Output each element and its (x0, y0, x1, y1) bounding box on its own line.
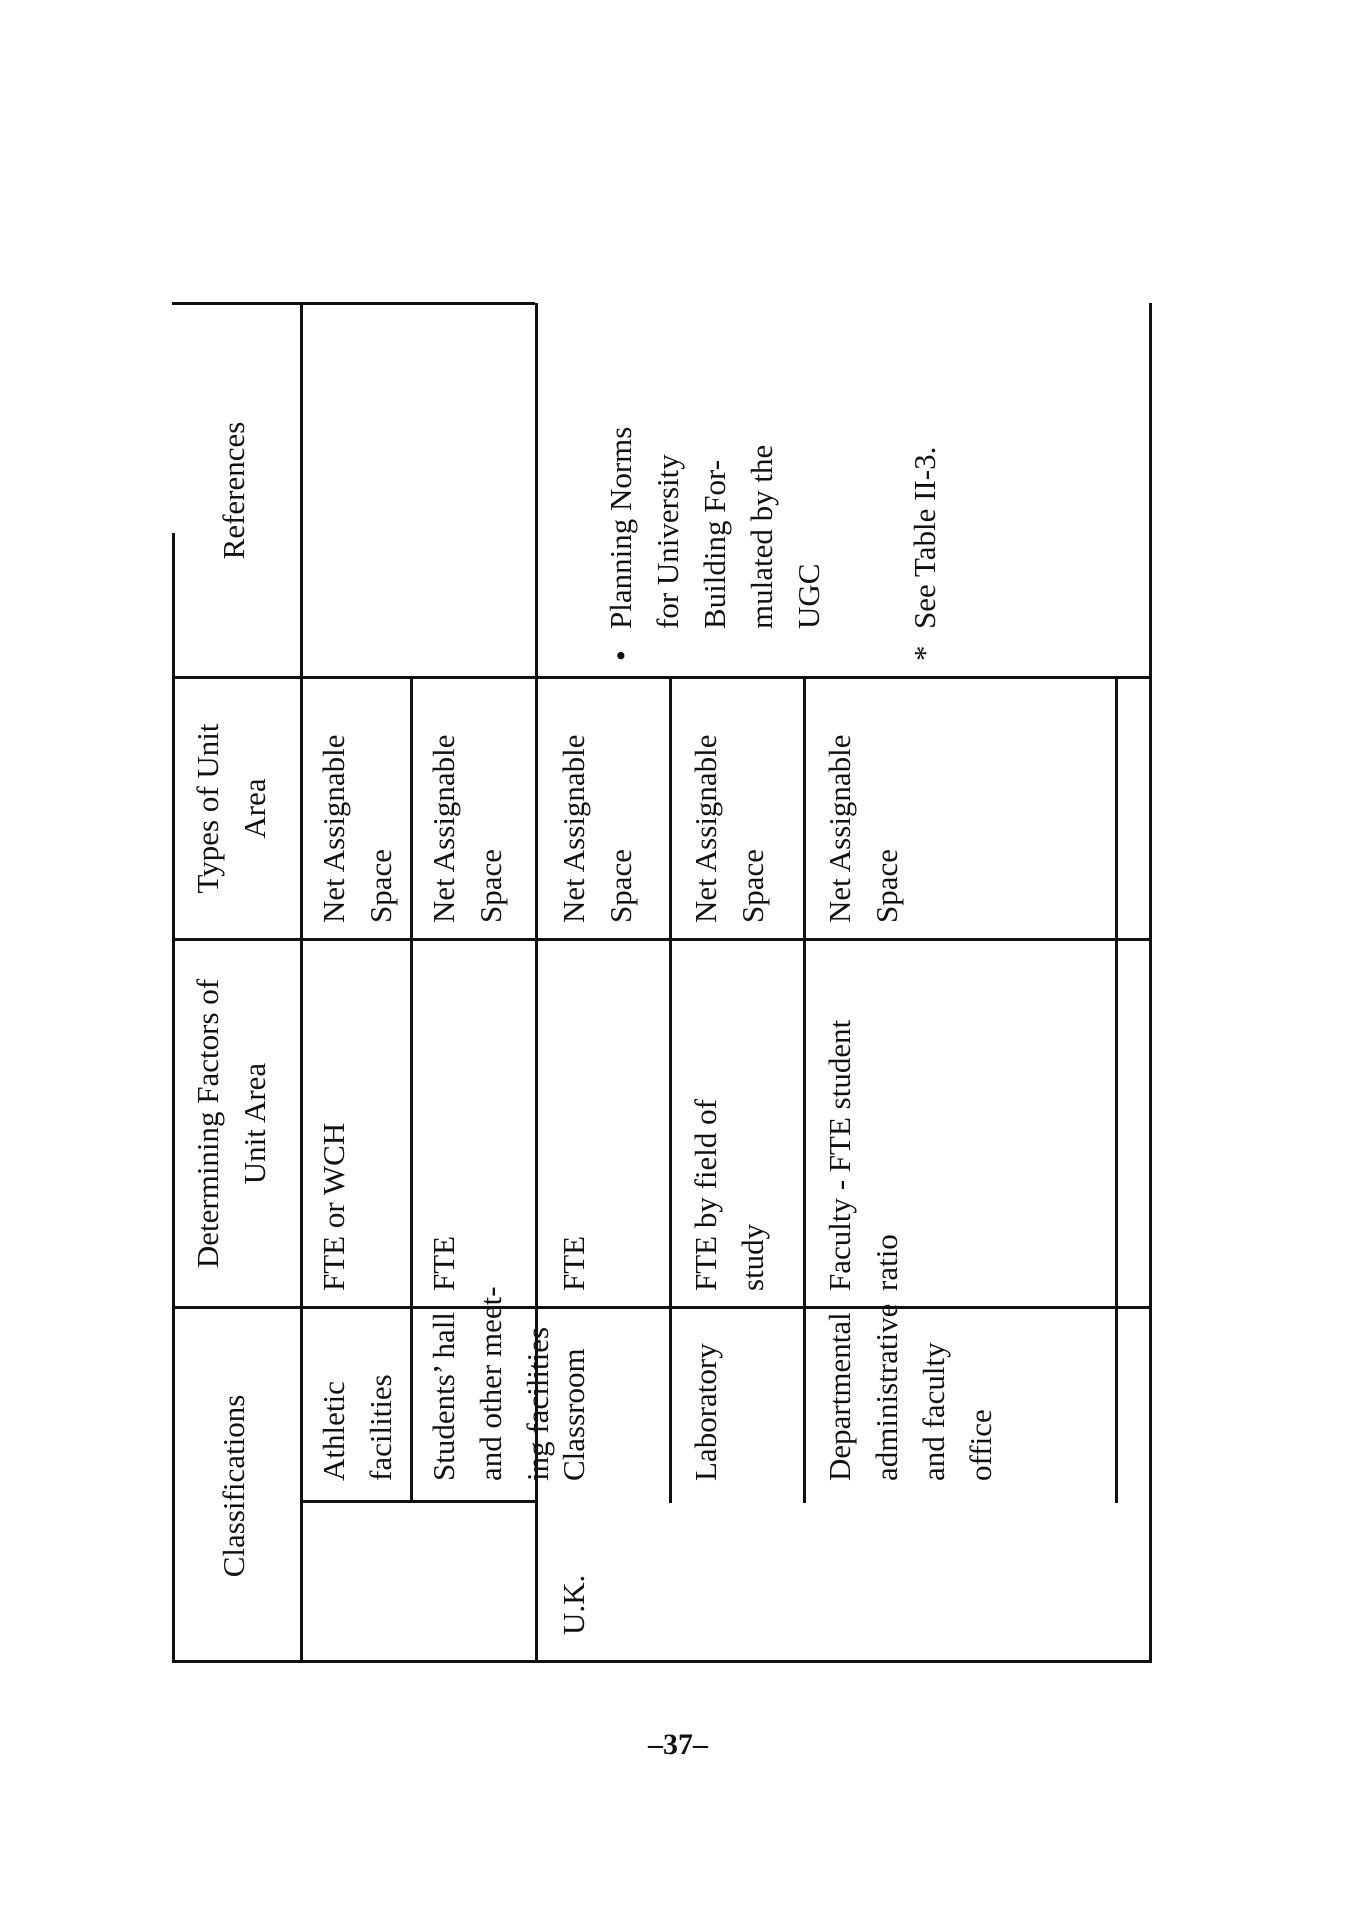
reference-planning-norms (597, 311, 832, 661)
header-divider-types (172, 676, 1152, 679)
row-1-factor: FTE or WCH (316, 1122, 351, 1291)
row-1-type: Net Assignable Space (316, 734, 398, 923)
reference-text: Planning Norms for University Building For- mulated by the UGC (603, 426, 826, 629)
header-bottom-border (300, 303, 303, 1663)
row-divider-2 (410, 679, 413, 1503)
bullet-icon: • (603, 650, 638, 661)
header-types-of-unit-area: Types of Unit Area (190, 723, 272, 894)
header-classifications: Classifications (216, 1394, 251, 1578)
reference-see-table (901, 311, 948, 661)
page-number: –37– (648, 1728, 708, 1761)
group-label-uk: U.K. (556, 1574, 591, 1635)
rotated-table (172, 303, 1152, 1663)
table-top-border (172, 533, 175, 1663)
row-2-classification: Students’ hall and other meet- ing facilities (426, 1286, 555, 1481)
row-2-type: Net Assignable Space (426, 734, 508, 923)
row-divider-1 (300, 1500, 535, 1503)
reference-text: See Table II-3. (907, 446, 942, 629)
table-bottom-border (1149, 303, 1152, 1663)
row-divider-3 (669, 679, 672, 1503)
asterisk-icon: * (907, 645, 942, 661)
row-2-factor: FTE (426, 1235, 461, 1291)
header-references: References (216, 421, 251, 560)
table-left-border (172, 1660, 1152, 1663)
uk-bottom-inner (1115, 679, 1118, 1503)
row-4-factor: FTE by field of study (688, 1099, 770, 1291)
header-divider-classifications (172, 1306, 1152, 1309)
row-3-factor: FTE (556, 1235, 591, 1291)
row-4-type: Net Assignable Space (688, 734, 770, 923)
row-4-classification: Laboratory (688, 1343, 723, 1481)
references-list (550, 311, 995, 661)
row-3-type: Net Assignable Space (556, 734, 638, 923)
header-determining-factors: Determining Factors of Unit Area (190, 978, 272, 1269)
header-divider-determining (172, 938, 1152, 941)
row-1-classification: Athletic facilities (316, 1374, 398, 1481)
row-3-classification: Classroom (556, 1348, 591, 1481)
row-divider-4 (803, 679, 806, 1503)
row-5-type: Net Assignable Space (822, 734, 904, 923)
row-5-classification: Departmental administrative and faculty office (822, 1303, 998, 1481)
row-5-factor: Faculty - FTE student ratio (822, 1019, 904, 1291)
